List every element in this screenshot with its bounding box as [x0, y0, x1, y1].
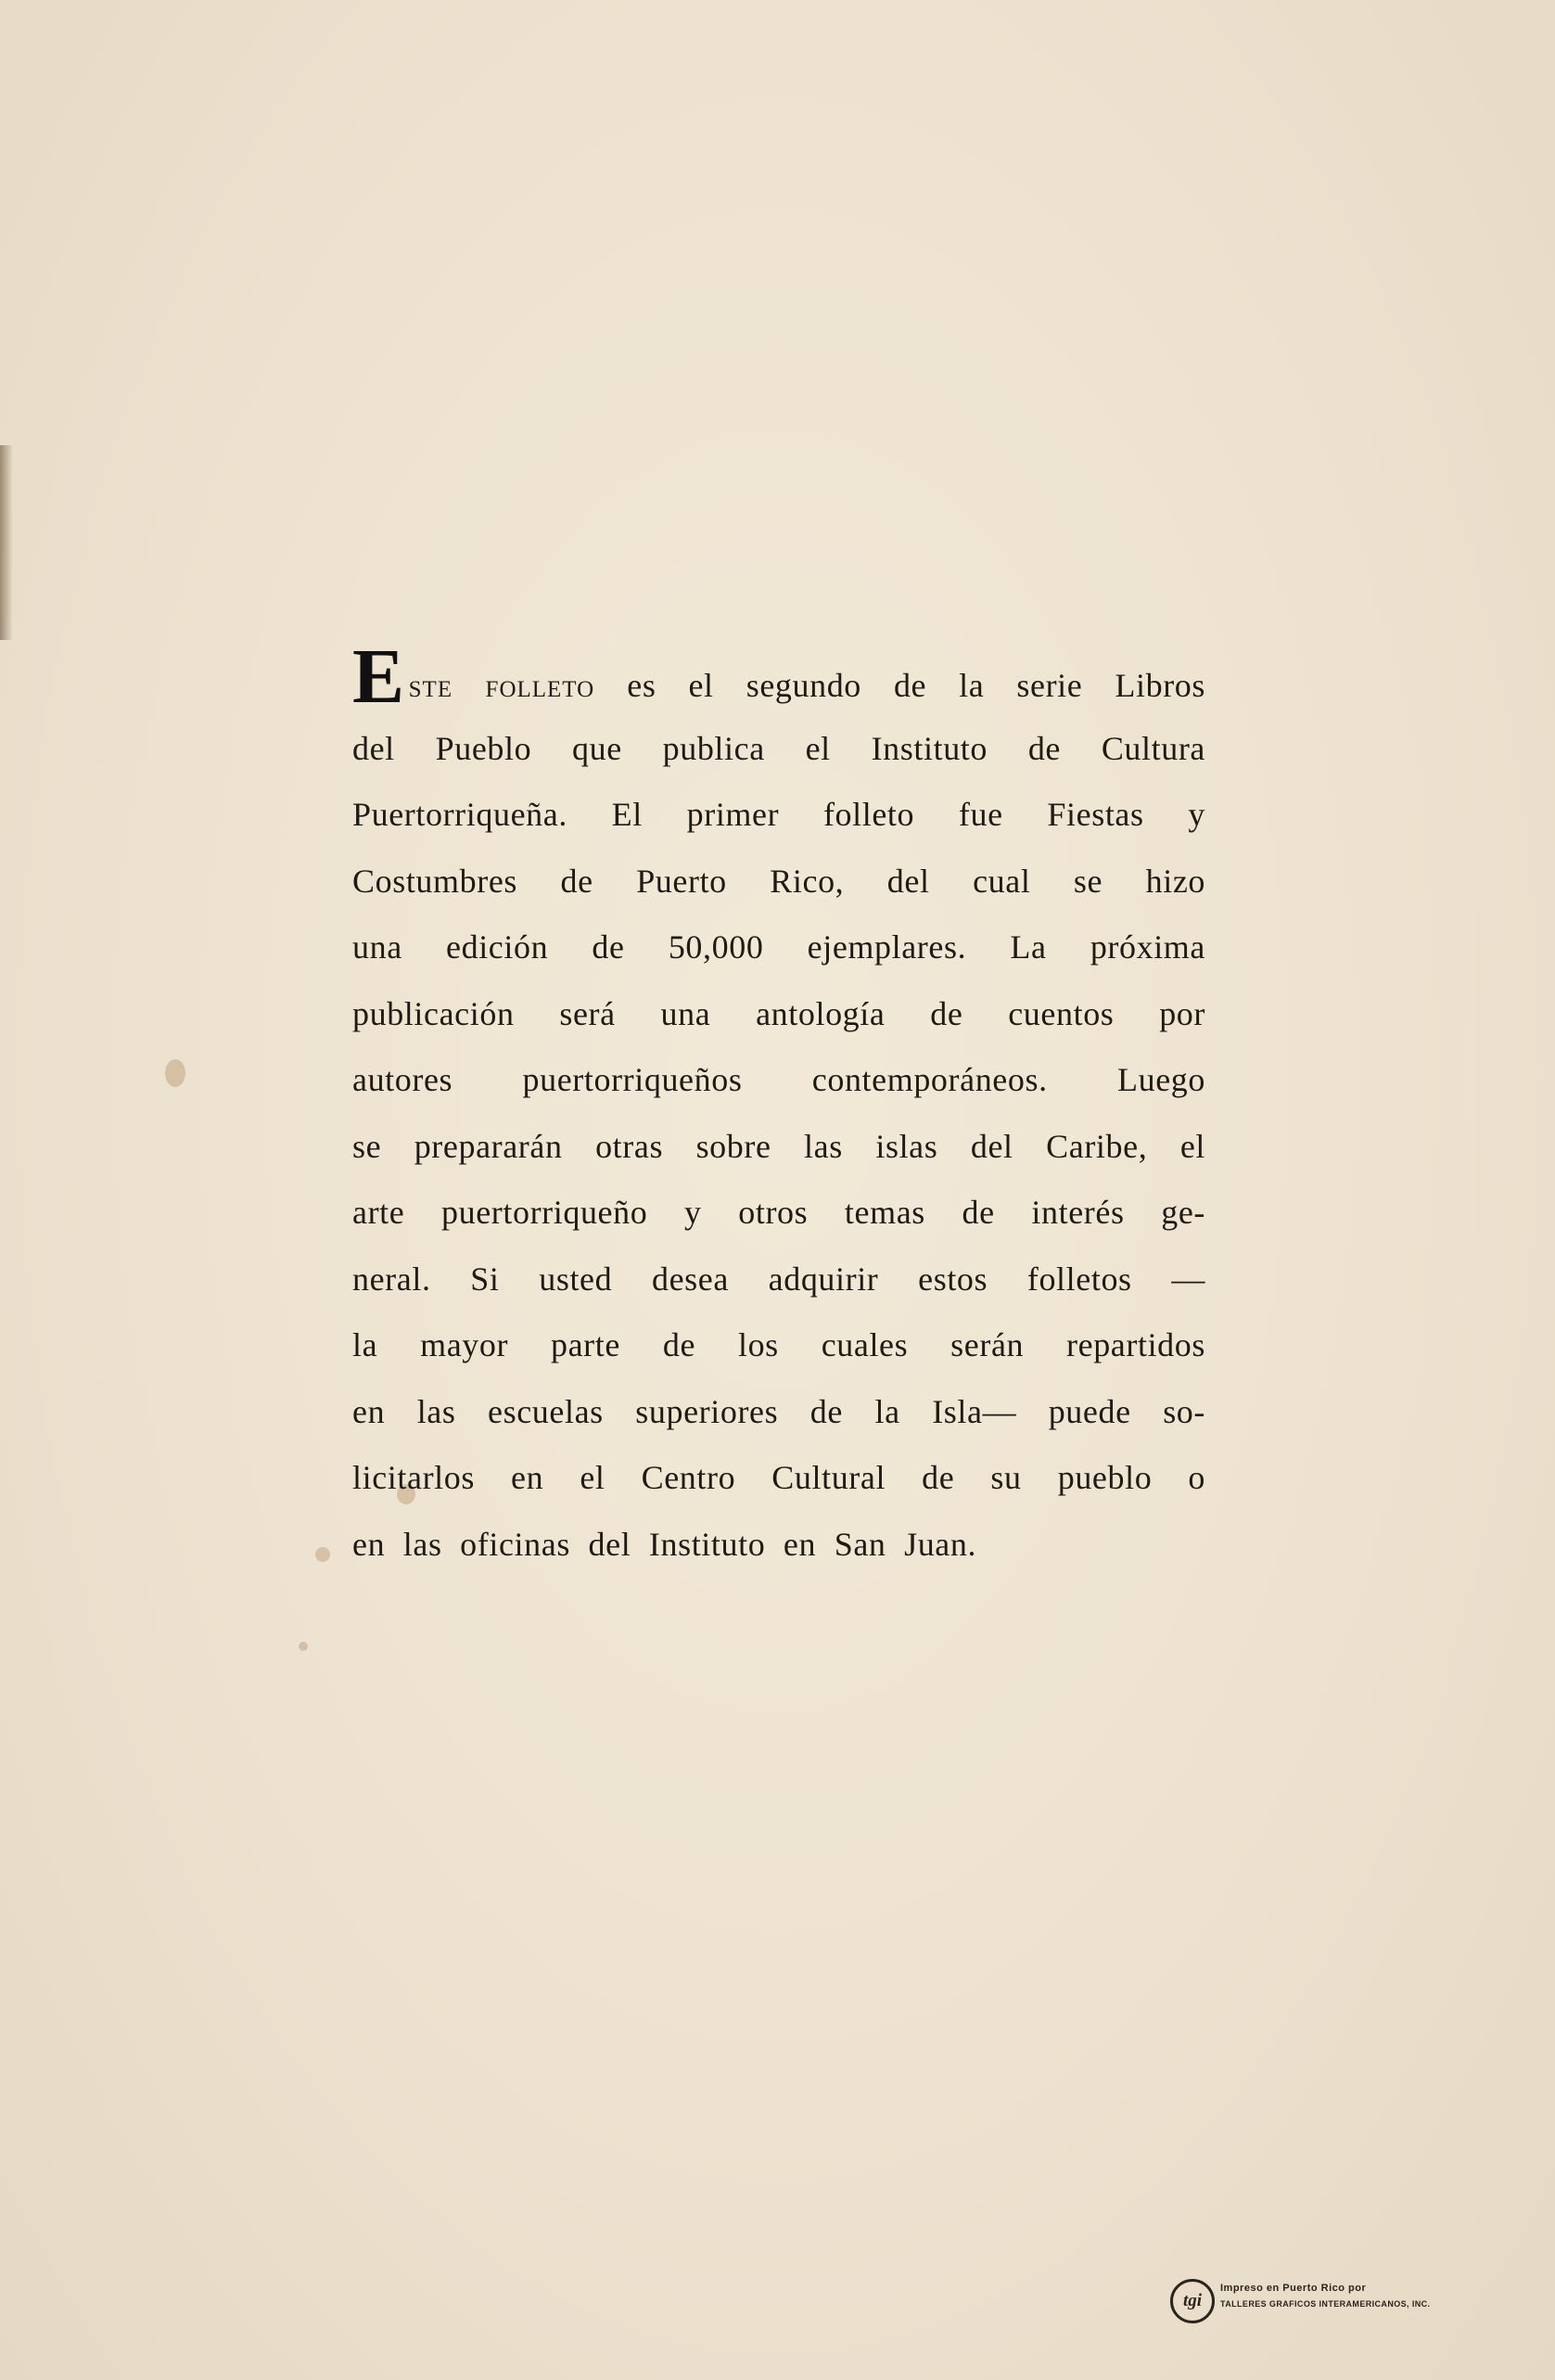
page-edge-shadow: [0, 445, 13, 640]
colophon-line-1: Impreso en Puerto Rico por: [1220, 2283, 1367, 2294]
colophon-line-2: TALLERES GRAFICOS INTERAMERICANOS, INC.: [1220, 2299, 1431, 2309]
line-1-rest: es el segundo de la serie Libros: [594, 667, 1205, 704]
paragraph-line: licitarlos en el Centro Cultural de su pueblo o: [352, 1459, 1205, 1496]
paragraph-line-last: en las oficinas del Instituto en San Juan.: [352, 1525, 977, 1563]
printer-logo-icon: tgi: [1170, 2279, 1215, 2323]
paragraph-line: neral. Si usted desea adquirir estos folletos —: [352, 1260, 1205, 1298]
paper-stain: [165, 1059, 185, 1087]
paragraph-line: una edición de 50,000 ejemplares. La próxima: [352, 928, 1205, 966]
paragraph-line: la mayor parte de los cuales serán repartidos: [352, 1326, 1205, 1363]
paragraph-line: publicación será una antología de cuentos por: [352, 994, 1205, 1032]
paragraph-line: del Pueblo que publica el Instituto de Cultura: [352, 729, 1205, 767]
paragraph-line: se prepararán otras sobre las islas del Caribe, el: [352, 1127, 1205, 1165]
paper-stain: [299, 1642, 308, 1651]
paragraph-line: autores puertorriqueños contemporáneos. Luego: [352, 1061, 1205, 1098]
paragraph-line: Puertorriqueña. El primer folleto fue Fiestas y: [352, 796, 1205, 833]
paper-stain: [315, 1547, 330, 1562]
body-paragraph: [352, 633, 1205, 1578]
drop-cap: E: [352, 633, 405, 720]
lead-in-smallcaps: ste folleto: [408, 667, 595, 704]
paragraph-line: en las escuelas superiores de la Isla— puede so-: [352, 1392, 1205, 1430]
paragraph-line: Costumbres de Puerto Rico, del cual se hizo: [352, 862, 1205, 900]
printer-colophon: [1170, 2277, 1513, 2333]
paragraph-line: arte puertorriqueño y otros temas de interés ge-: [352, 1194, 1205, 1231]
paragraph-line-1: [352, 633, 1205, 720]
